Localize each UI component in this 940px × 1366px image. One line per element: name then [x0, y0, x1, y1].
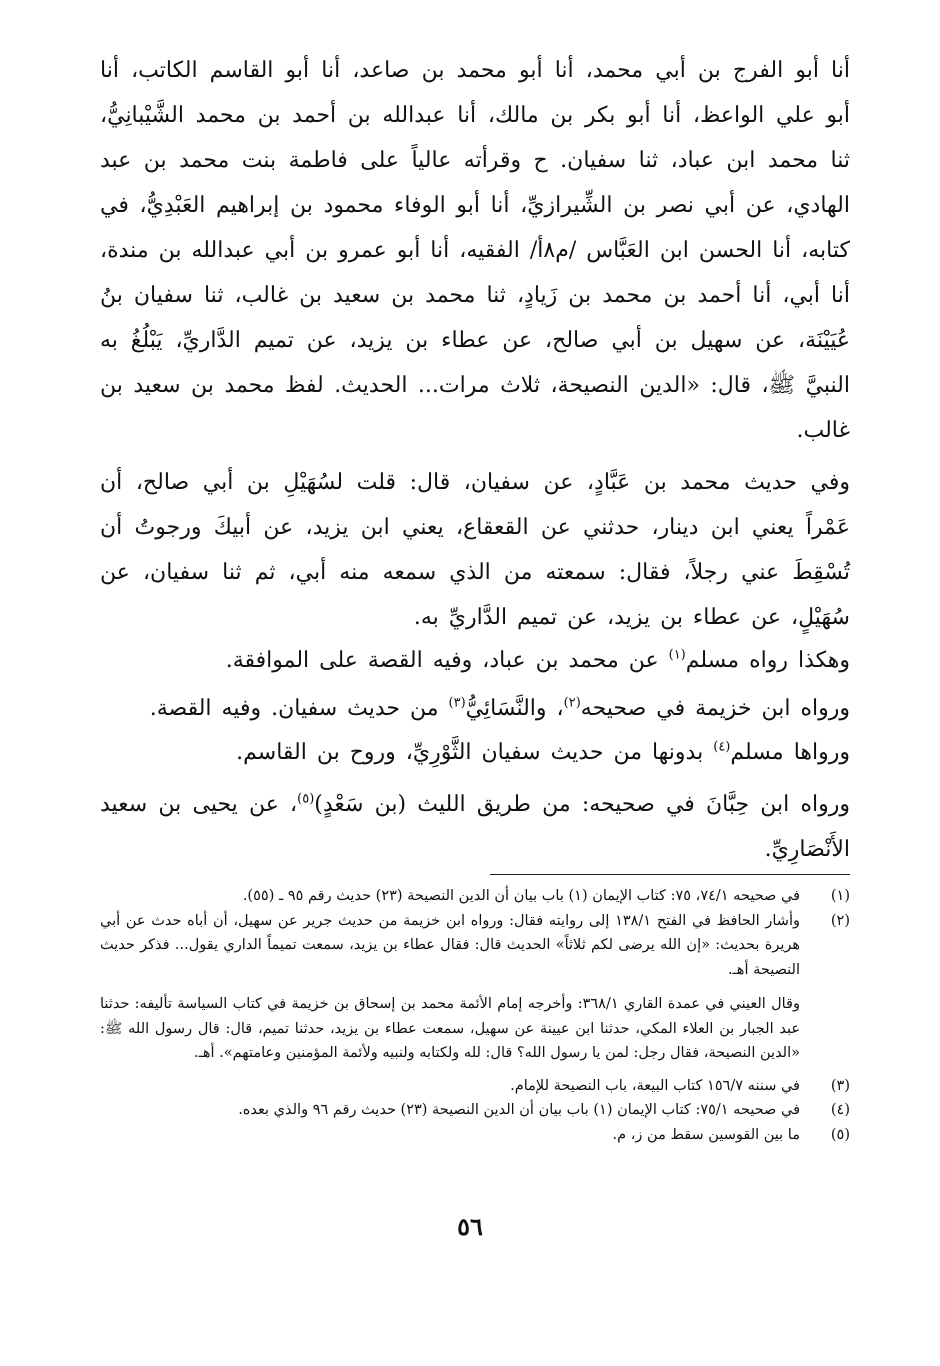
footnote-ref-3[interactable]: (٣) — [448, 695, 466, 711]
footnote-text: في سننه ١٥٦/٧ كتاب البيعة، باب النصيحة للإمام. — [510, 1077, 800, 1094]
footnote-text: ما بين القوسين سقط من ز، م. — [612, 1126, 800, 1143]
footnote-number: (٢) — [830, 912, 850, 929]
footnote-2-continued — [100, 992, 850, 1066]
footnote-3 — [100, 1074, 850, 1099]
footnote-ref-5[interactable]: (٥) — [297, 791, 315, 807]
footnote-number: (٤) — [830, 1102, 850, 1118]
page-number: ٥٦ — [457, 1212, 483, 1241]
paragraph-ibn-hibban: ورواه ابن حِبَّانَ في صحيحه: من طريق الليث (بن سَعْدٍ)$^{(٥)}$، عن يحيى بن سعيد الأَنْصَارِيِّ. — [100, 791, 850, 862]
footnote-ref-4[interactable]: (٤) — [713, 739, 731, 755]
footnote-number: (١) — [830, 888, 850, 904]
paragraph-isnad: أنا أبو الفرج بن أبي محمد، أنا أبو محمد بن صاعد، أنا أبو القاسم الكاتب، أنا أبو علي الواعظ، أنا أبو بكر بن مالك، أنا عبدالله بن أحمد بن محمد الشَّيْبانِيُّ، ثنا محمد ابن عباد، ثنا سفيان. ح وقرأته عالياً على فاطمة بنت محمد بن عبد الهادي، عن أبي نصر بن الشِّيرازيِّ، أنا أبو الوفاء محمود بن إبراهيم العَبْدِيُّ، في كتابه، أنا الحسن ابن العَبَّاس /م٨أ/ الفقيه، أنا أبو عمرو بن أبي عبدالله بن مندة، أنا أبي، أنا أحمد بن محمد بن زَيادٍ، ثنا محمد بن سعيد بن غالب، ثنا سفيان بنُ عُيَيْنَة، عن سهيل بن أبي صالح، عن عطاء بن يزيد، عن تميم الدَّاريِّ، يَبْلُغُ به النبيَّ ﷺ، قال: «الدين النصيحة، ثلاث مرات... الحديث. لفظ محمد بن سعيد بن غالب. — [100, 58, 850, 443]
footnote-2 — [100, 909, 850, 983]
footnote-ref-2[interactable]: (٢) — [563, 695, 581, 711]
paragraph-hadith-abbad: وفي حديث محمد بن عَبَّادٍ، عن سفيان، قال: قلت لسُهَيْلِ بن أبي صالح، أن عَمْراً يعني ابن دينار، حدثني عن القعقاع، يعني ابن يزيد، عن أبيكَ ورجوتُ أن تُسْقِطَ عني رجلاً، فقال: سمعته من الذي سمعه منه أبي، ثم ثنا سفيان، عن سُهَيْلٍ، عن عطاء بن يزيد، عن تميم الدَّاريِّ به. — [100, 470, 850, 630]
footnote-number: (٥) — [830, 1126, 850, 1143]
footnote-text: في صحيحه ٧٤/١، ٧٥: كتاب الإيمان (١) باب بيان أن الدين النصيحة (٢٣) حديث رقم ٩٥ ـ (٥٥). — [242, 888, 800, 904]
footnote-4 — [100, 1098, 850, 1123]
footnote-text: وقال العيني في عمدة القاري ٣٦٨/١: وأخرجه إمام الأئمة محمد بن إسحاق بن خزيمة في كتاب السياسة تأليفه: حدثنا عبد الجبار بن العلاء المكي، حدثنا ابن عيينة عن سهيل، سمعت عطاء بن يزيد، حدثنا تميم، قال: قال رسول الله ﷺ: «الدين النصيحة، فقال رجل: لمن يا رسول الله؟ قال: لله ولكتابه ولنبيه ولأئمة المؤمنين وعامتهم». أهـ. — [100, 996, 800, 1061]
footnotes — [100, 884, 850, 1147]
footnote-divider — [490, 874, 850, 875]
footnote-text: في صحيحه ٧٥/١: كتاب الإيمان (١) باب بيان أن الدين النصيحة (٢٣) حديث رقم ٩٦ والذي بعده. — [238, 1102, 800, 1118]
footnote-ref-1[interactable]: (١) — [668, 647, 686, 663]
paragraph-ibn-khuzayma: ورواه ابن خزيمة في صحيحه$^{(٢)}$، والنَّسَائِيُّ$^{(٣)}$ من حديث سفيان. وفيه القصة. — [149, 695, 850, 721]
paragraph-muslim-thawri: ورواها مسلم$^{(٤)}$ بدونها من حديث سفيان الثَّوْرِيِّ، وروح بن القاسم. — [236, 739, 850, 765]
footnote-1 — [100, 884, 850, 909]
footnote-text: وأشار الحافظ في الفتح ١٣٨/١ إلى روايته فقال: ورواه ابن خزيمة من حديث جرير عن سهيل، أن أباه حدث عن أبي هريرة بحديث: «إن الله يرضى لكم ثلاثاً» الحديث قال: فقال عطاء بن يزيد، سمعت تميماً الداري يقول... فذكر حديث النصيحة أهـ. — [100, 912, 800, 978]
footnote-number: (٣) — [830, 1077, 850, 1094]
paragraph-muslim: وهكذا رواه مسلم$^{(١)}$ عن محمد بن عباد، وفيه القصة على الموافقة. — [225, 647, 850, 673]
footnote-5 — [100, 1123, 850, 1148]
